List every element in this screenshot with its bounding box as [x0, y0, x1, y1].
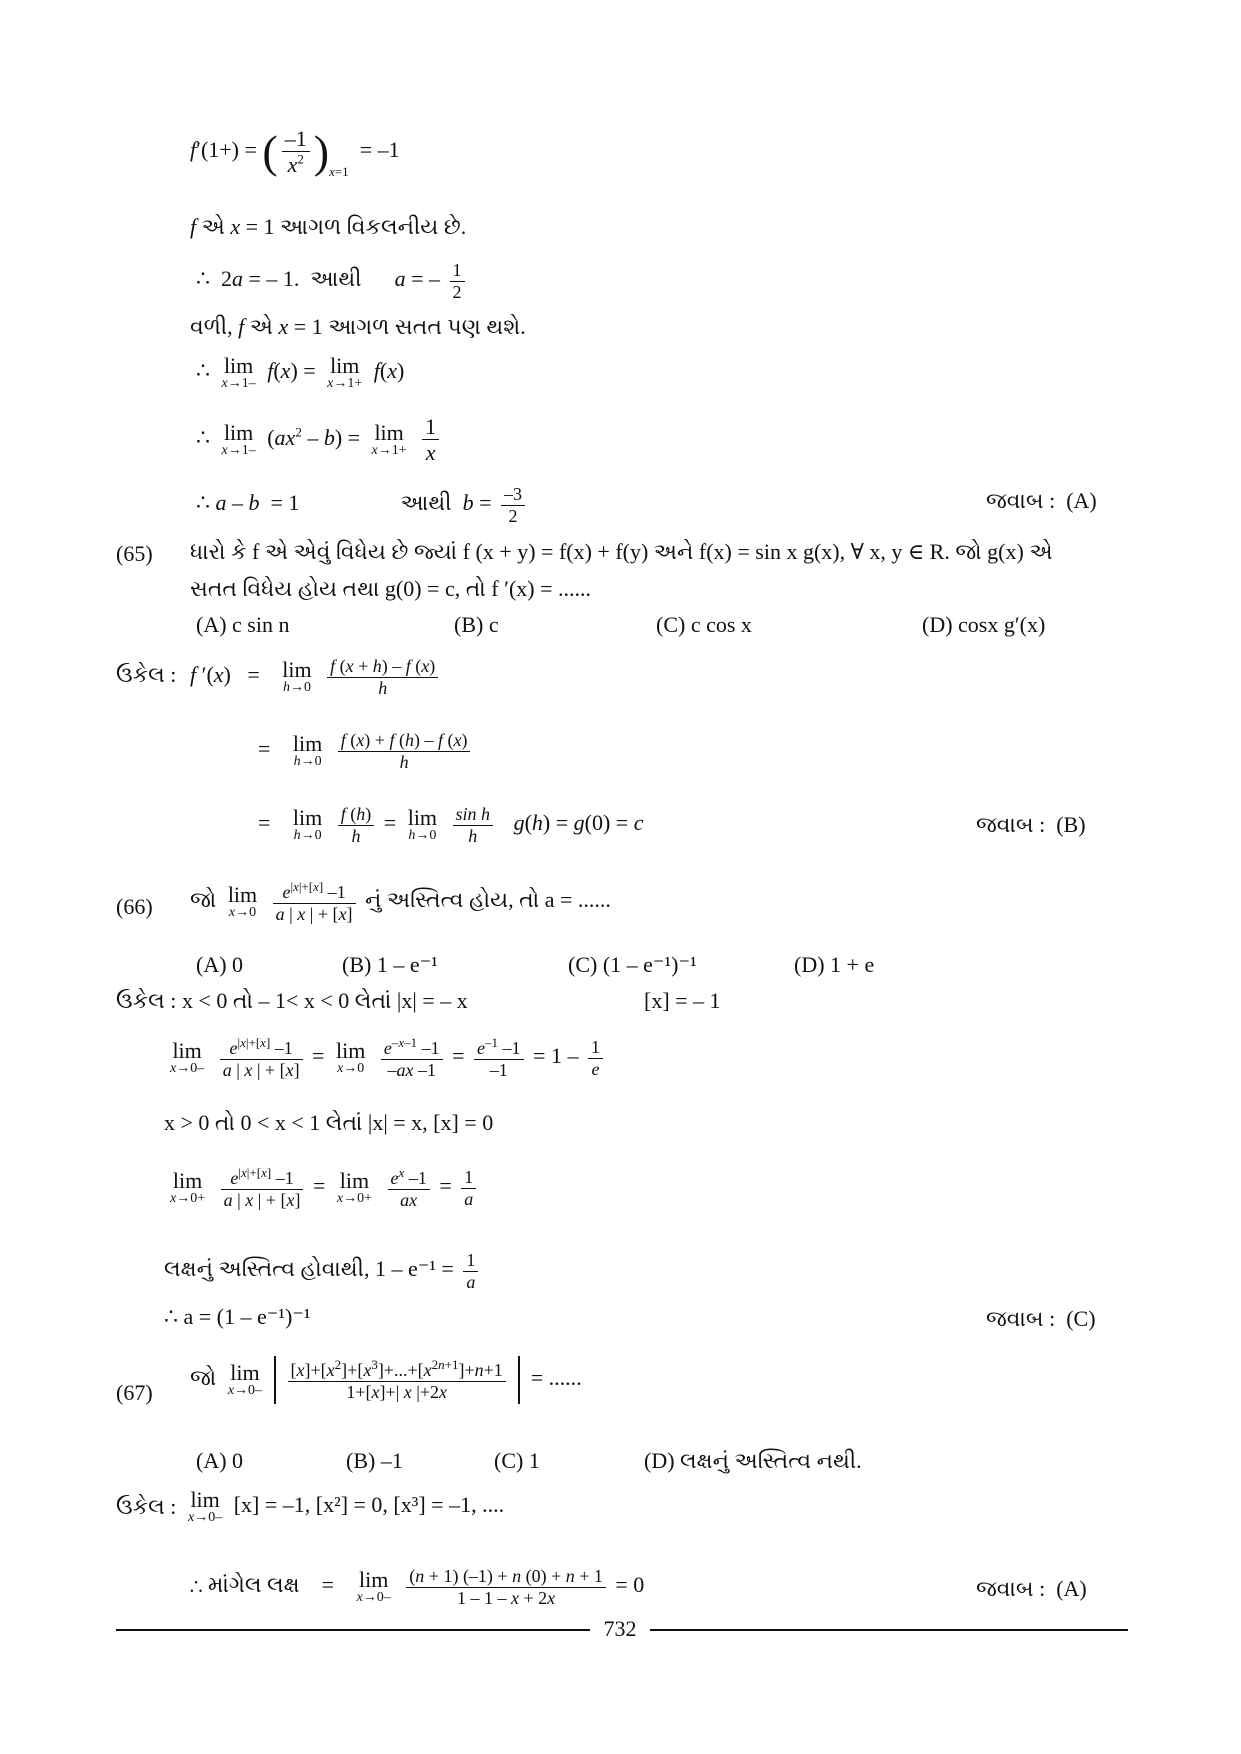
q65-text-line-1: ધારો કે f એ એવું વિધેય છે જ્યાં f (x + y) = f(x) + f(y) અને f(x) = sin x g(x), ∀ x, y ∈ R. જો g(x) એ — [190, 539, 1053, 564]
q65-solution-step-3: = lim h→0 $\frac{f (h)}{h}$ = lim h→0 $\frac{\text{sin h}}{h}$ g(h) = g(0) = c — [258, 804, 644, 846]
q67-answer: જવાબ : (A) — [976, 1576, 1087, 1601]
q66-solution-line-4: ∴ a = (1 – e⁻¹)⁻¹ — [164, 1304, 311, 1329]
page-number: 732 — [603, 1616, 637, 1641]
q65-option-a: (A) c sin n — [196, 612, 290, 637]
q66-answer: જવાબ : (C) — [986, 1306, 1096, 1331]
q65-option-c: (C) c cos x — [656, 612, 752, 637]
q65-solution-label: ઉકેલ : — [116, 662, 177, 687]
q67-solution-label: ઉકેલ : — [116, 1494, 177, 1519]
q67-number: (67) — [116, 1380, 153, 1405]
q66-left-limit: lim x→0– $\frac{e^{|x|+[x]} -1}{a | x | + [x]}$ = lim x→0 $\frac{e^{-x-1} -1}{-ax -1}$ = $\frac{e^{-1} -1}{-1}$ = 1 – $\frac{1}{e}$ — [164, 1036, 607, 1080]
q66-option-d: (D) 1 + e — [794, 952, 875, 977]
q66-solution-line-1: x < 0 તો – 1< x < 0 લેતાં |x| = – x — [182, 988, 468, 1013]
q66-option-a: (A) 0 — [196, 952, 244, 977]
q67-option-c: (C) 1 — [494, 1448, 540, 1473]
q67-solution-line-1: lim x→0– [x] = –1, [x²] = 0, [x³] = –1, .... — [188, 1487, 505, 1526]
q65-solution-step-2: = lim h→0 $\frac{f (x) + f (h) - f (x)}{h}$ — [258, 730, 474, 772]
line-2a: ∴ 2a = – 1. આથી a = – $\frac{1}{2}$ — [196, 260, 469, 302]
eq-a-minus-b: ∴ a – b = 1 આથી b = $\frac{-3}{2}$ — [196, 484, 529, 526]
q66-option-c: (C) (1 – e⁻¹)⁻¹ — [568, 952, 697, 977]
q66-solution-label: ઉકેલ : — [116, 988, 177, 1013]
line-differentiable: f એ x = 1 આગળ વિકલનીય છે. — [190, 214, 467, 239]
intro-answer: જવાબ : (A) — [986, 488, 1097, 513]
q66-solution-line-2: x > 0 તો 0 < x < 1 લેતાં |x| = x, [x] = 0 — [164, 1110, 494, 1135]
q67-option-d: (D) લક્ષનું અસ્તિત્વ નથી. — [644, 1448, 862, 1473]
eq-limit-ax2-b: ∴ lim x→1– $(ax^2 - b)$ = lim x→1+ $\frac{1}{x}$ — [196, 414, 443, 466]
q66-question: જો lim x→0 $\frac{e^{|x|+[x]} -1}{a | x | + [x]}$ નું અસ્તિત્વ હોય, તો a = ...... — [190, 879, 611, 924]
q66-solution-line-3: લક્ષનું અસ્તિત્વ હોવાથી, 1 – e⁻¹ = $\frac{1}{a}$ — [164, 1250, 482, 1292]
footer-rule-left — [116, 1629, 590, 1631]
q66-option-b: (B) 1 – e⁻¹ — [342, 952, 438, 977]
q65-solution-step-1: f ′(x) = lim h→0 $\frac{f (x + h) - f (x)}{h}$ — [190, 656, 442, 698]
line-continuous: વળી, f એ x = 1 આગળ સતત પણ થશે. — [190, 314, 526, 339]
q66-number: (66) — [116, 894, 153, 919]
q65-number: (65) — [116, 541, 153, 566]
q66-solution-line-1b: [x] = – 1 — [644, 988, 721, 1013]
eq-f-prime-value: = –1 — [359, 136, 400, 162]
q67-option-b: (B) –1 — [346, 1448, 403, 1473]
q65-option-b: (B) c — [454, 612, 499, 637]
eq-f-prime-1-plus: f′(1+) = ( $\frac{-1}{x^2}$ )$_{x=1} = -1$ — [190, 125, 400, 180]
q66-right-limit: lim x→0+ $\frac{e^{|x|+[x]} -1}{a | x | + [x]}$ = lim x→0+ $\frac{e^x -1}{ax}$ = $\frac{1}{a}$ — [164, 1166, 480, 1210]
eq-limits-equal: ∴ lim x→1– f(x) = lim x→1+ f(x) — [196, 353, 405, 392]
q65-answer: જવાબ : (B) — [976, 812, 1086, 837]
q65-option-d: (D) cosx g′(x) — [922, 612, 1046, 637]
q67-option-a: (A) 0 — [196, 1448, 244, 1473]
q67-solution-line-2: ∴ માંગેલ લક્ષ = lim x→0– $\frac{(n + 1) (-1) + n (0) + n + 1}{1 - 1 - x + 2x}$ = 0 — [190, 1566, 645, 1608]
q65-text-line-2: સતત વિધેય હોય તથા g(0) = c, તો f ′(x) = ...... — [190, 576, 592, 601]
footer-rule-right — [650, 1629, 1128, 1631]
q67-question: જો lim x→0– $\frac{[x]+[x^2]+[x^3]+...+[x^{2n+1}]+n+1}{1+[x]+| x |+2x}$ = ...... — [190, 1356, 582, 1404]
